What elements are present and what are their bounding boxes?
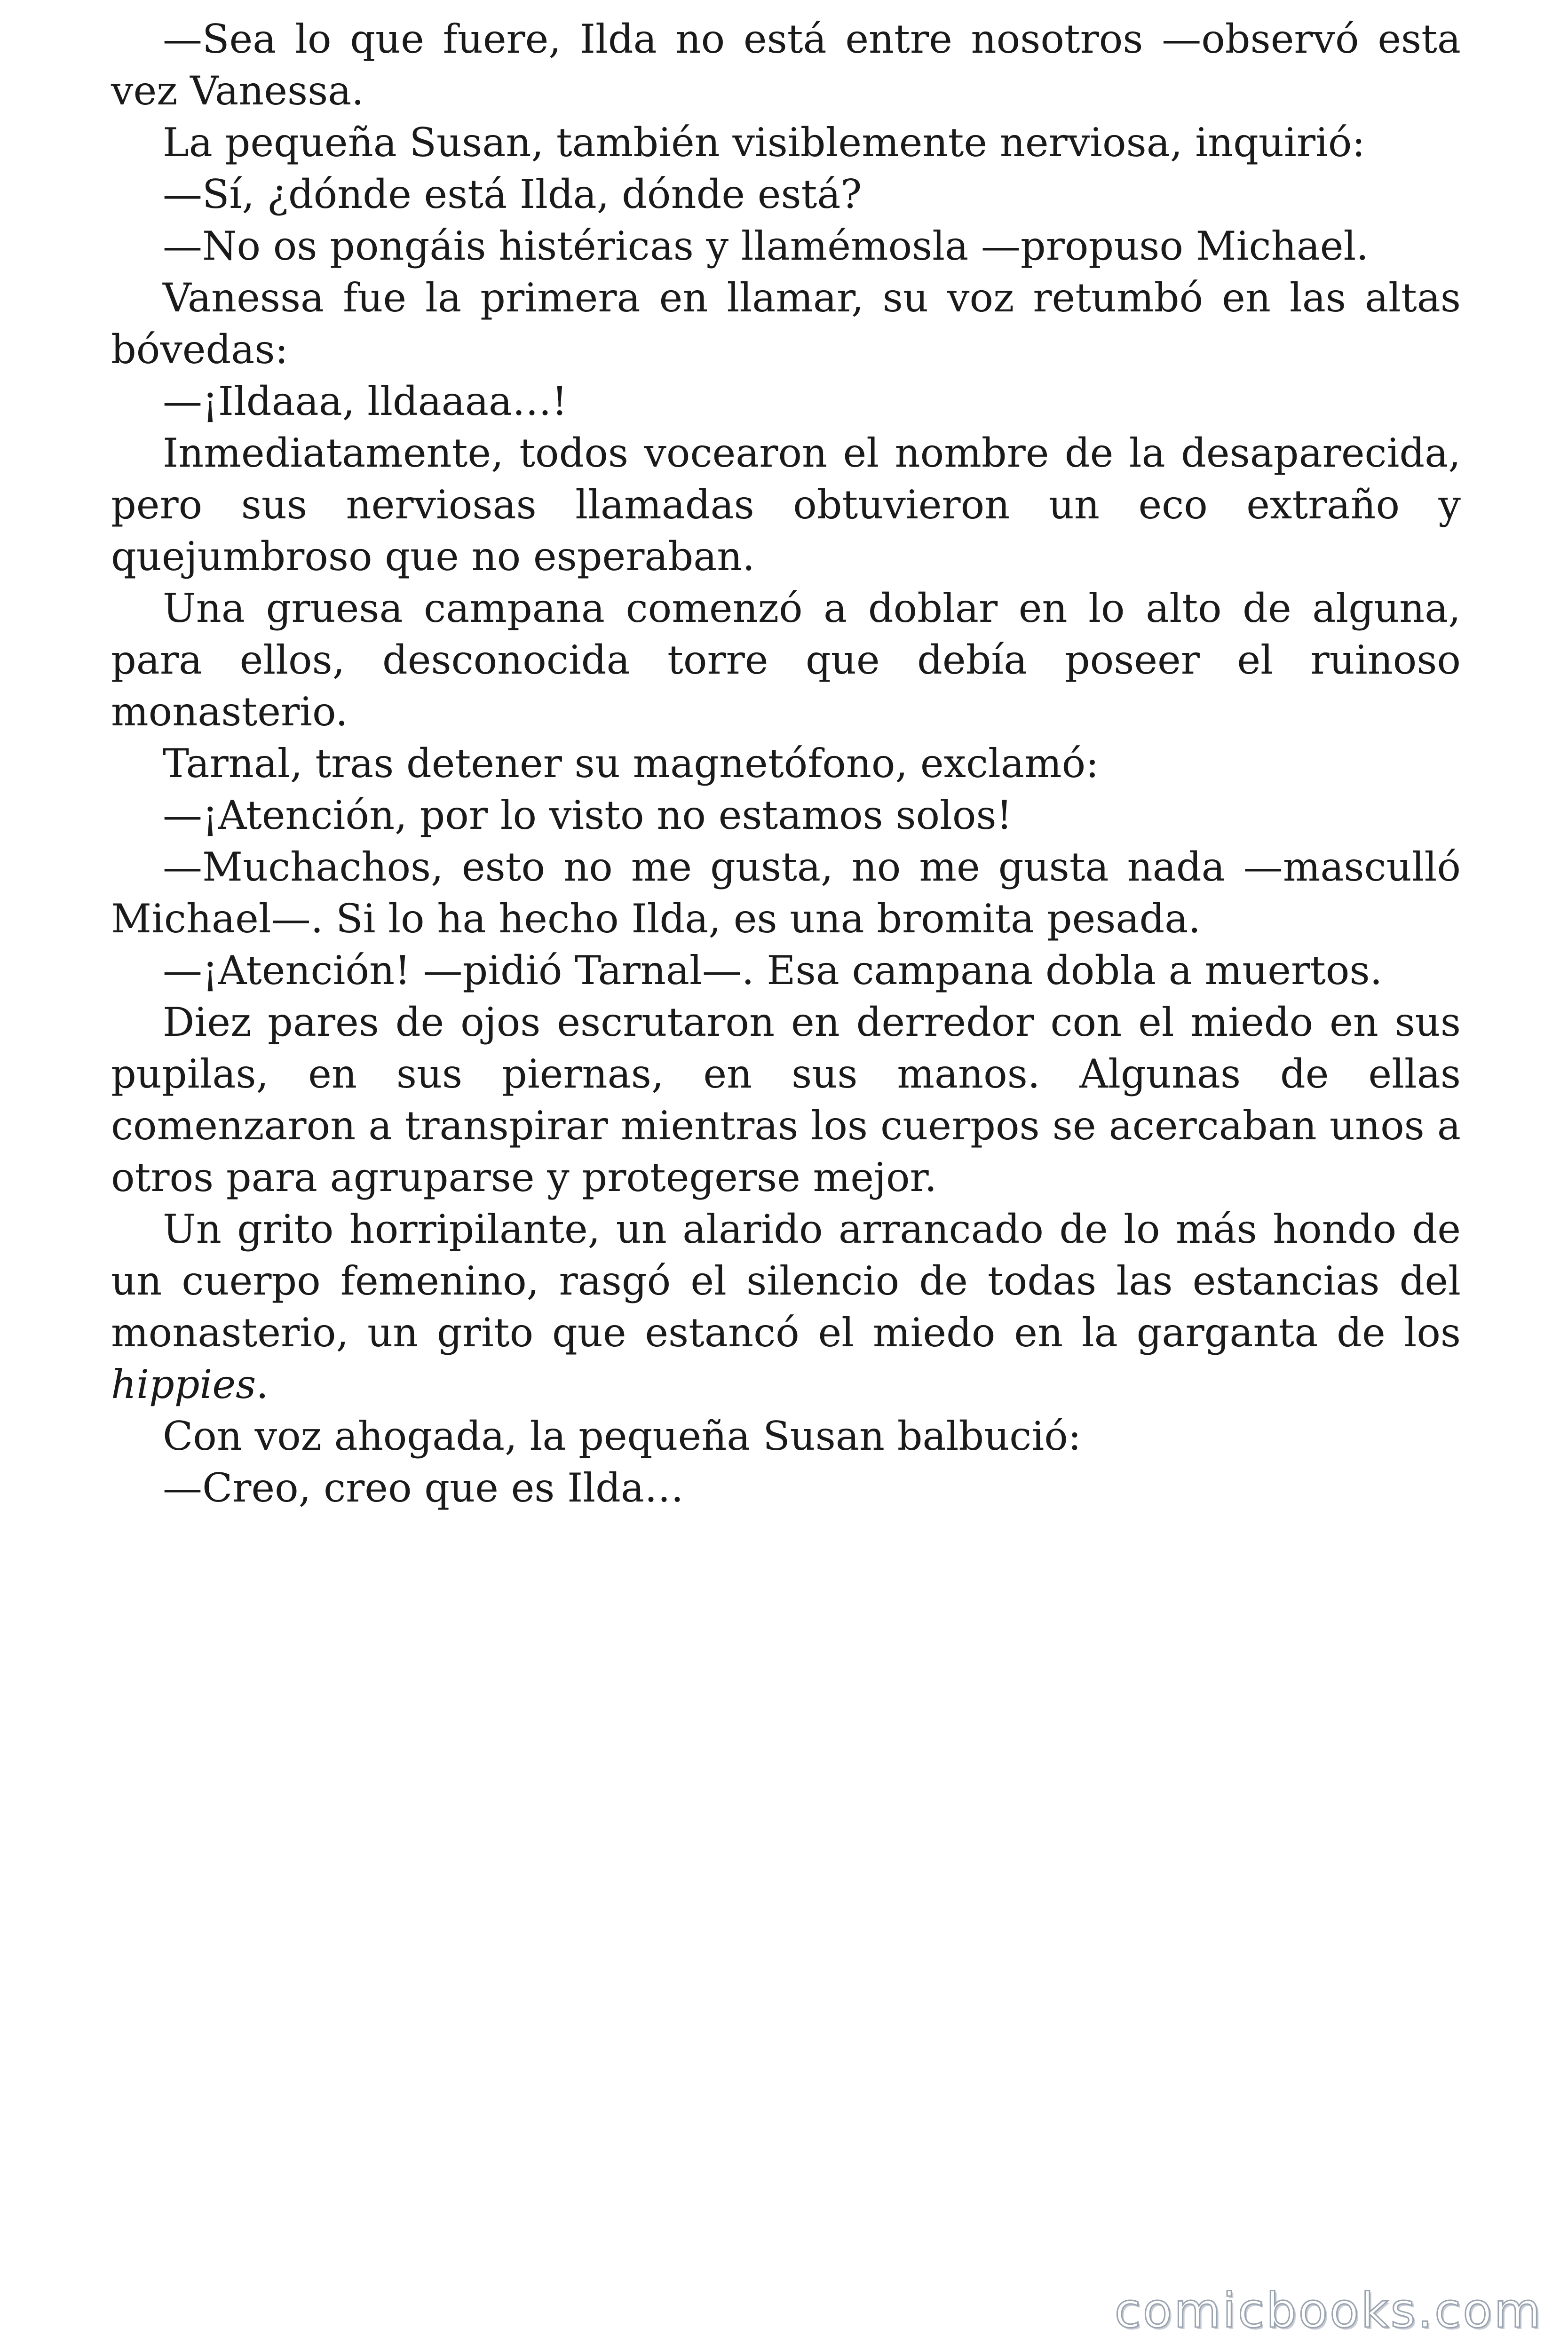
paragraph: —¡Atención, por lo visto no estamos solos! bbox=[163, 792, 1013, 838]
paragraph: —Sea lo que fuere, Ilda no está entre nosotros —observó esta vez Vanessa. bbox=[111, 16, 1461, 114]
paragraph: Con voz ahogada, la pequeña Susan balbució: bbox=[163, 1413, 1082, 1459]
paragraph: —Muchachos, esto no me gusta, no me gusta nada —masculló Michael—. Si lo ha hecho Ilda, es una bromita pesada. bbox=[111, 844, 1461, 942]
paragraph: —Creo, creo que es Ilda… bbox=[163, 1465, 684, 1511]
scream-text-after: . bbox=[256, 1361, 269, 1407]
paragraph: Tarnal, tras detener su magnetófono, exclamó: bbox=[163, 740, 1099, 787]
paragraph: —¡Atención! —pidió Tarnal—. Esa campana dobla a muertos. bbox=[163, 947, 1383, 993]
paragraph: La pequeña Susan, también visiblemente nerviosa, inquirió: bbox=[163, 119, 1365, 166]
book-page-text bbox=[111, 13, 1461, 1514]
paragraph: Vanessa fue la primera en llamar, su voz retumbó en las altas bóvedas: bbox=[111, 275, 1461, 373]
paragraph: —Sí, ¿dónde está Ilda, dónde está? bbox=[163, 171, 862, 217]
scream-text-before: Un grito horripilante, un alarido arrancado de lo más hondo de un cuerpo femenino, rasgó el silencio de todas las estancias del monasterio, un grito que estancó el miedo en la garganta de los bbox=[111, 1206, 1461, 1356]
watermark: comicbooks.com bbox=[1114, 2283, 1543, 2339]
hippies-italic: hippies bbox=[111, 1361, 256, 1407]
paragraph: Diez pares de ojos escrutaron en derredor con el miedo en sus pupilas, en sus piernas, en sus manos. Algunas de ellas comenzaron a transpirar mientras los cuerpos se acercaban unos a otros para agruparse y protegerse mejor. bbox=[111, 999, 1461, 1200]
paragraph: —No os pongáis histéricas y llamémosla —propuso Michael. bbox=[163, 223, 1369, 269]
paragraph: Inmediatamente, todos vocearon el nombre de la desaparecida, pero sus nerviosas llamadas obtuvieron un eco extraño y quejumbroso que no esperaban. bbox=[111, 430, 1461, 580]
paragraph: Una gruesa campana comenzó a doblar en lo alto de alguna, para ellos, desconocida torre que debía poseer el ruinoso monasterio. bbox=[111, 585, 1461, 735]
paragraph-scream bbox=[111, 1203, 1461, 1410]
paragraph: —¡Ildaaa, lldaaaa…! bbox=[163, 378, 568, 424]
